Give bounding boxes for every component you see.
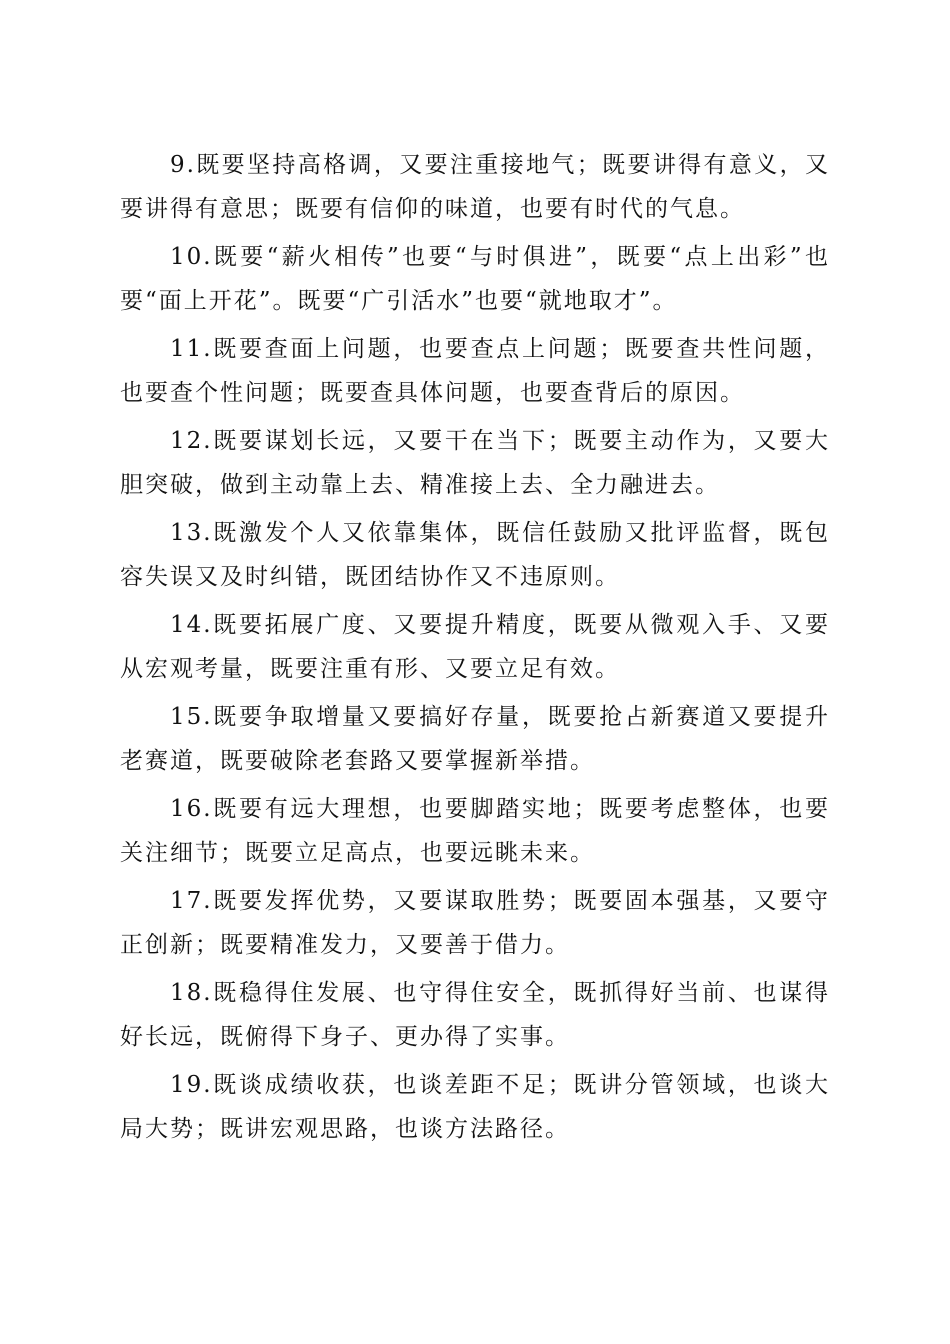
paragraph-10: 10.既要“薪火相传”也要“与时俱进”，既要“点上出彩”也要“面上开花”。既要“广引活水”也要“就地取才”。	[120, 244, 830, 314]
paragraph-9: 9.既要坚持高格调，又要注重接地气；既要讲得有意义，又要讲得有意思；既要有信仰的味道，也要有时代的气息。	[120, 152, 830, 222]
paragraph-15: 15.既要争取增量又要搞好存量，既要抢占新赛道又要提升老赛道，既要破除老套路又要掌握新举措。	[120, 704, 830, 774]
paragraph-17: 17.既要发挥优势，又要谋取胜势；既要固本强基，又要守正创新；既要精准发力，又要善于借力。	[120, 888, 830, 958]
paragraph-14: 14.既要拓展广度、又要提升精度，既要从微观入手、又要从宏观考量，既要注重有形、又要立足有效。	[120, 612, 830, 682]
document-body	[120, 143, 830, 1155]
paragraph-13: 13.既激发个人又依靠集体，既信任鼓励又批评监督，既包容失误又及时纠错，既团结协作又不违原则。	[120, 520, 830, 590]
paragraph-12: 12.既要谋划长远，又要干在当下；既要主动作为，又要大胆突破，做到主动靠上去、精准接上去、全力融进去。	[120, 428, 830, 498]
paragraph-11: 11.既要查面上问题，也要查点上问题；既要查共性问题，也要查个性问题；既要查具体问题，也要查背后的原因。	[120, 336, 830, 406]
paragraph-18: 18.既稳得住发展、也守得住安全，既抓得好当前、也谋得好长远，既俯得下身子、更办得了实事。	[120, 980, 830, 1050]
paragraph-19: 19.既谈成绩收获，也谈差距不足；既讲分管领域，也谈大局大势；既讲宏观思路，也谈方法路径。	[120, 1072, 830, 1142]
paragraph-16: 16.既要有远大理想，也要脚踏实地；既要考虑整体，也要关注细节；既要立足高点，也要远眺未来。	[120, 796, 830, 866]
